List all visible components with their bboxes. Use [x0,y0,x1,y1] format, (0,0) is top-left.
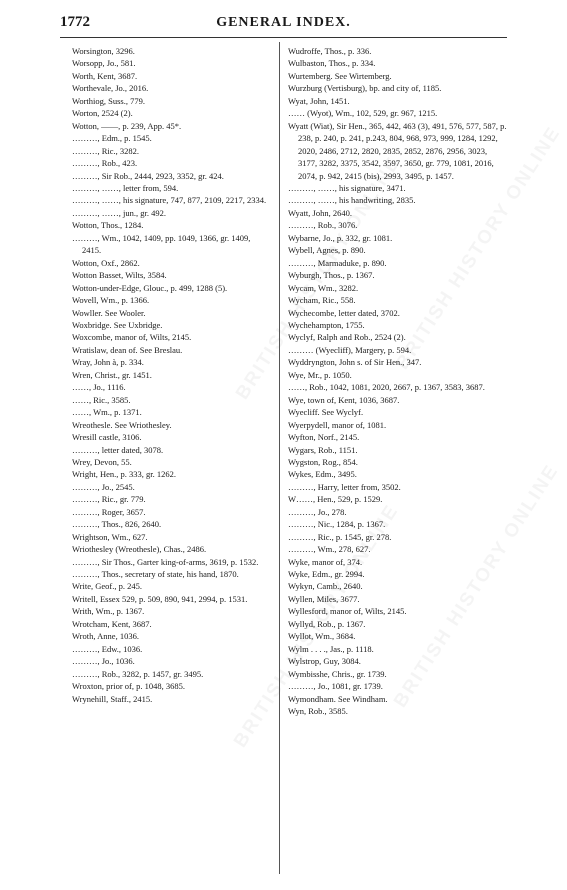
index-entry: Wylm . . . ., Jas., p. 1118. [288,643,374,654]
index-entry: ………, Jo., 2545. [72,481,135,492]
index-entry: Wowller. See Wooler. [72,307,146,318]
index-entry: Worton, 2524 (2). [72,108,133,119]
index-entry: ………, Ric., p. 1545, gr. 278. [288,531,392,542]
index-entry: ………, Ric., gr. 779. [72,494,146,505]
index-entry: Wyecliff. See Wyclyf. [288,407,364,418]
index-entry: ……, Wm., p. 1371. [72,407,142,418]
index-entry: ………, Edw., 1036. [72,643,143,654]
index-entry: Wotton Basset, Wilts, 3584. [72,270,167,281]
index-entry: Wroxton, prior of, p. 1048, 3685. [72,681,185,692]
index-entry: Wright, Hen., p. 333, gr. 1262. [72,469,177,480]
index-entry: ……, Ric., 3585. [72,394,131,405]
index-entry: Wykyn, Camb., 2640. [288,581,363,592]
header-rule [60,37,507,38]
index-entry: ………, ……, letter from, 594. [72,182,179,193]
index-entry: Wyburgh, Thos., p. 1367. [288,270,375,281]
index-entry: Wycham, Ric., 558. [288,295,356,306]
index-entry: ………, Thos., secretary of state, his hand, 1870. [72,569,239,580]
index-entry: Wren, Christ., gr. 1451. [72,369,152,380]
index-entry: Wygars, Rob., 1151. [288,444,358,455]
index-entry: …… (Wyot), Wm., 102, 529, gr. 967, 1215. [288,108,438,119]
index-entry: Wotton, ——, p. 239, App. 45*. [72,120,182,131]
index-entry: Wyclyf, Ralph and Rob., 2524 (2). [288,332,406,343]
index-entry: Wrey, Devon, 55. [72,456,132,467]
index-entry: Wyerpydell, manor of, 1081. [288,419,387,430]
index-entry: Wye, Mr., p. 1050. [288,369,352,380]
index-entry: ………, Jo., 278. [288,506,347,517]
index-entry: ………, ……, his handwriting, 2835. [288,195,416,206]
index-entry: ………, Jo., 1081, gr. 1739. [288,681,383,692]
column-divider [279,42,280,874]
index-entry: Wychecombe, letter dated, 3702. [288,307,400,318]
index-entry: ………, Wm., 278, 627. [288,544,371,555]
index-entry: Wrynehill, Staff., 2415. [72,693,153,704]
index-entry: Write, Geof., p. 245. [72,581,143,592]
index-entry: Wyatt, John, 2640. [288,207,352,218]
index-entry: Wriothesley (Wreothesle), Chas., 2486. [72,544,207,555]
index-entry: Worthiog, Suss., 779. [72,95,145,106]
index-entry: Wye, town of, Kent, 1036, 3687. [288,394,400,405]
index-entry: ………, Marmaduke, p. 890. [288,257,387,268]
index-entry: ………, Roger, 3657. [72,506,146,517]
index-entry: Wovell, Wm., p. 1366. [72,295,150,306]
index-entry: ………, Harry, letter from, 3502. [288,481,401,492]
index-entry: Wylstrop, Guy, 3084. [288,656,361,667]
index-entry: Wycam, Wm., 3282. [288,282,359,293]
index-entry: Wrightson, Wm., 627. [72,531,148,542]
index-entry: Wybarne, Jo., p. 332, gr. 1081. [288,232,393,243]
index-entry: Wykes, Edm., 3495. [288,469,357,480]
index-entry: Wotton-under-Edge, Glouc., p. 499, 1288 (5). [72,282,228,293]
index-entry: ………, letter dated, 3078. [72,444,164,455]
index-entry: Wyn, Rob., 3585. [288,706,348,717]
index-entry: Wyllyd, Rob., p. 1367. [288,618,366,629]
index-entry: W……, Hen., 529, p. 1529. [288,494,383,505]
index-entry: Wyllesford, manor of, Wilts, 2145. [288,606,407,617]
index-entry: Wymbisshe, Chris., gr. 1739. [288,668,387,679]
index-entry: Woxbridge. See Uxbridge. [72,319,163,330]
running-title: GENERAL INDEX. [216,15,351,30]
index-entry: Worthevale, Jo., 2016. [72,83,149,94]
index-entry: ………, Sir Thos., Garter king-of-arms, 3619, p. 1532. [72,556,259,567]
index-entry: Wulbaston, Thos., p. 334. [288,58,376,69]
index-entry: Wrotcham, Kent, 3687. [72,618,152,629]
index-entry: Wresill castle, 3106. [72,432,142,443]
index-entry: ………, ……, his signature, 747, 877, 2109, 2217, 2334. [72,195,267,206]
page-number: 1772 [60,14,90,30]
index-entry: Writell, Essex 529, p. 509, 890, 941, 2994, p. 1531. [72,593,248,604]
index-column-left [72,45,270,705]
index-entry: Wyllot, Wm., 3684. [288,631,356,642]
index-entry: Wyatt (Wiat), Sir Hen., 365, 442, 463 (3), 491, 576, 577, 587, p. 238, p. 240, p. 241, p.243, 804, 968, 973, 999, 1284, 1292, 2020, 2486, 2712, 2820, 2835, 2852, 2876, 2956, 3023, 3177, 3282, 3375, 3542, 3597, 3650, gr. 779, 1081, 2016, 2074, p. 942, 2415 (bis), 2993, 3495, p. 1457. [288,120,507,181]
index-entry: Wreothesle. See Wriothesley. [72,419,172,430]
index-entry: ………, Sir Rob., 2444, 2923, 3352, gr. 424. [72,170,224,181]
index-entry: Wotton, Oxf., 2862. [72,257,140,268]
index-entry: Wurzburg (Vertisburg), bp. and city of, 1185. [288,83,442,94]
index-entry: ……, Rob., 1042, 1081, 2020, 2667, p. 1367, 3583, 3687. [288,382,485,393]
index-entry: Wyke, Edm., gr. 2994. [288,569,365,580]
page-header [60,14,507,34]
index-entry: Worsopp, Jo., 581. [72,58,136,69]
index-entry: Wray, John à, p. 334. [72,357,144,368]
index-entry: Wyke, manor of, 374. [288,556,363,567]
index-entry: ………, Rob., 423. [72,158,138,169]
index-entry: Wurtemberg. See Wirtemberg. [288,70,392,81]
index-entry: Worth, Kent, 3687. [72,70,138,81]
index-entry: ………, Wm., 1042, 1409, pp. 1049, 1366, gr. 1409, 2415. [72,232,251,256]
index-entry: Wotton, Thos., 1284. [72,220,144,231]
index-entry: ………, Nic., 1284, p. 1367. [288,519,386,530]
index-entry: Wroth, Anne, 1036. [72,631,139,642]
index-entry: Woxcombe, manor of, Wilts, 2145. [72,332,192,343]
index-entry: Wyat, John, 1451. [288,95,350,106]
index-entry: ………, Rob., 3282, p. 1457, gr. 3495. [72,668,204,679]
index-entry: Wyddryngton, John s. of Sir Hen., 347. [288,357,422,368]
index-entry: ………, Edm., p. 1545. [72,133,152,144]
index-entry: Wyllen, Miles, 3677. [288,593,360,604]
index-entry: Wudroffe, Thos., p. 336. [288,46,372,56]
index-entry: ………, Rob., 3076. [288,220,358,231]
index-entry: Wratislaw, dean of. See Breslau. [72,344,183,355]
index-entry: ………, Thos., 826, 2640. [72,519,162,530]
index-entry: ………, ……, his signature, 3471. [288,182,406,193]
index-entry: ……, Jo., 1116. [72,382,126,393]
index-entry: ……… (Wyecliff), Margery, p. 594. [288,344,412,355]
index-entry: Wyfton, Norf., 2145. [288,432,360,443]
index-entry: Wybell, Agnes, p. 890. [288,245,366,256]
index-entry: ………, Ric., 3282. [72,145,140,156]
index-entry: ………, ……, jun., gr. 492. [72,207,166,218]
index-entry: Wygston, Rog., 854. [288,456,358,467]
index-entry: Writh, Wm., p. 1367. [72,606,145,617]
index-column-right [288,45,508,717]
index-entry: Wymondham. See Windham. [288,693,388,704]
index-entry: Wychehampton, 1755. [288,319,365,330]
index-entry: Worsington, 3296. [72,46,135,56]
index-entry: ………, Jo., 1036. [72,656,135,667]
